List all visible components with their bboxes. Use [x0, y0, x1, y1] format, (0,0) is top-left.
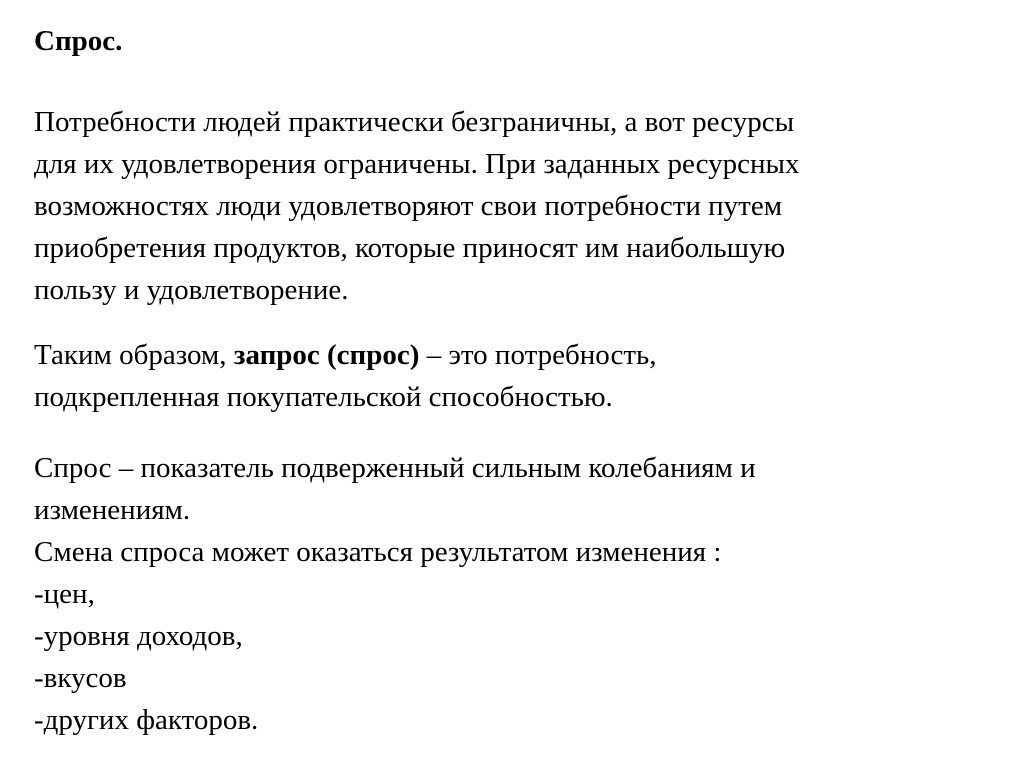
list-item: -уровня доходов,: [34, 620, 243, 652]
text-fragment: – это потребность,: [419, 339, 657, 371]
paragraph-needs-resources: [34, 101, 994, 311]
defined-term: запрос (спрос): [233, 339, 420, 371]
text-line: подкрепленная покупательской способностью.: [34, 381, 613, 413]
text-line: пользу и удовлетворение.: [34, 274, 349, 306]
text-fragment: Таким образом,: [34, 339, 234, 371]
text-line: для их удовлетворения ограничены. При заданных ресурсных: [34, 148, 800, 180]
text-line: приобретения продуктов, которые приносят им наибольшую: [34, 232, 786, 264]
text-line: возможностях люди удовлетворяют свои потребности путем: [34, 190, 783, 222]
slide-title: Спрос.: [34, 25, 123, 57]
text-line: Потребности людей практически безграничны, а вот ресурсы: [34, 106, 795, 138]
list-item: -других факторов.: [34, 704, 259, 736]
text-line: [34, 334, 994, 376]
list-item: -цен,: [34, 578, 95, 610]
paragraph-demand-factors: [34, 447, 994, 741]
list-item: -вкусов: [34, 662, 127, 694]
paragraph-demand-definition: [34, 334, 994, 418]
text-line: изменениям.: [34, 494, 191, 526]
text-line: Спрос – показатель подверженный сильным колебаниям и: [34, 452, 756, 484]
text-line: Смена спроса может оказаться результатом изменения :: [34, 536, 722, 568]
